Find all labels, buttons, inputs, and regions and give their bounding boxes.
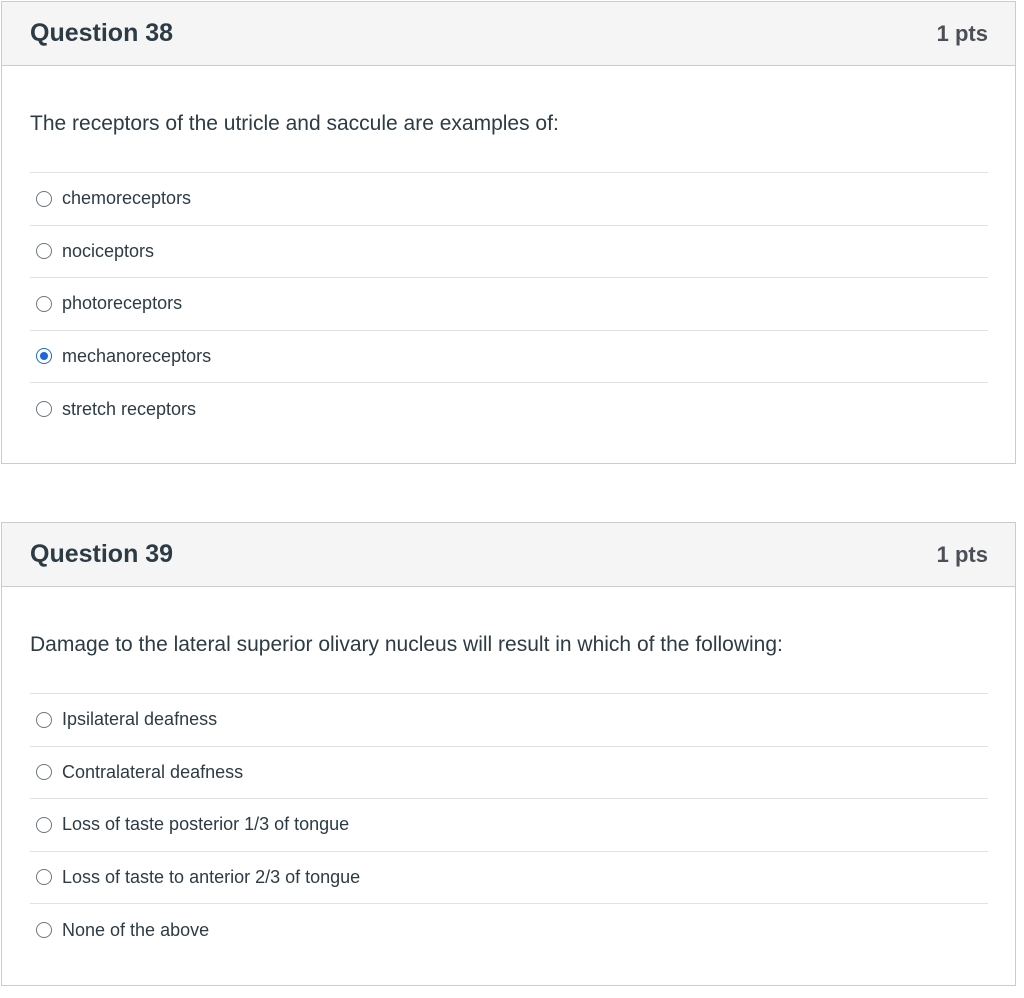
radio-button[interactable]: [36, 817, 52, 833]
answer-label[interactable]: Ipsilateral deafness: [62, 709, 218, 730]
answer-option[interactable]: [30, 173, 988, 226]
radio-button[interactable]: [36, 869, 52, 885]
radio-button[interactable]: [36, 712, 52, 728]
answer-label[interactable]: Contralateral deafness: [62, 761, 244, 782]
answer-label[interactable]: stretch receptors: [62, 398, 197, 419]
question-text: The receptors of the utricle and saccule are examples of:: [30, 66, 988, 173]
answer-label[interactable]: None of the above: [62, 919, 210, 940]
question-body: [2, 66, 1015, 436]
answer-option[interactable]: [30, 694, 988, 747]
answer-option[interactable]: [30, 904, 988, 957]
answer-option[interactable]: [30, 226, 988, 279]
question-card-38: [1, 1, 1016, 464]
question-header: [2, 523, 1015, 587]
answer-label[interactable]: nociceptors: [62, 240, 155, 261]
radio-button[interactable]: [36, 401, 52, 417]
answer-label[interactable]: mechanoreceptors: [62, 345, 212, 366]
question-points: 1 pts: [936, 541, 988, 567]
radio-button[interactable]: [36, 296, 52, 312]
answer-option[interactable]: [30, 278, 988, 331]
question-card-39: [1, 522, 1016, 986]
answer-label[interactable]: Loss of taste to anterior 2/3 of tongue: [62, 866, 361, 887]
radio-button[interactable]: [36, 243, 52, 259]
question-title: Question 38: [30, 19, 174, 47]
question-title: Question 39: [30, 540, 174, 568]
answer-option[interactable]: [30, 747, 988, 800]
question-text: Damage to the lateral superior olivary nucleus will result in which of the following:: [30, 587, 988, 694]
answer-option[interactable]: [30, 852, 988, 905]
answer-label[interactable]: chemoreceptors: [62, 188, 192, 209]
question-points: 1 pts: [936, 20, 988, 46]
radio-button[interactable]: [36, 922, 52, 938]
answer-label[interactable]: Loss of taste posterior 1/3 of tongue: [62, 814, 350, 835]
answer-option[interactable]: [30, 331, 988, 384]
answer-label[interactable]: photoreceptors: [62, 293, 183, 314]
answer-option[interactable]: [30, 799, 988, 852]
radio-button[interactable]: [36, 348, 52, 364]
radio-button[interactable]: [36, 191, 52, 207]
answer-option[interactable]: [30, 383, 988, 436]
radio-button[interactable]: [36, 764, 52, 780]
question-body: [2, 587, 1015, 957]
question-header: [2, 2, 1015, 66]
